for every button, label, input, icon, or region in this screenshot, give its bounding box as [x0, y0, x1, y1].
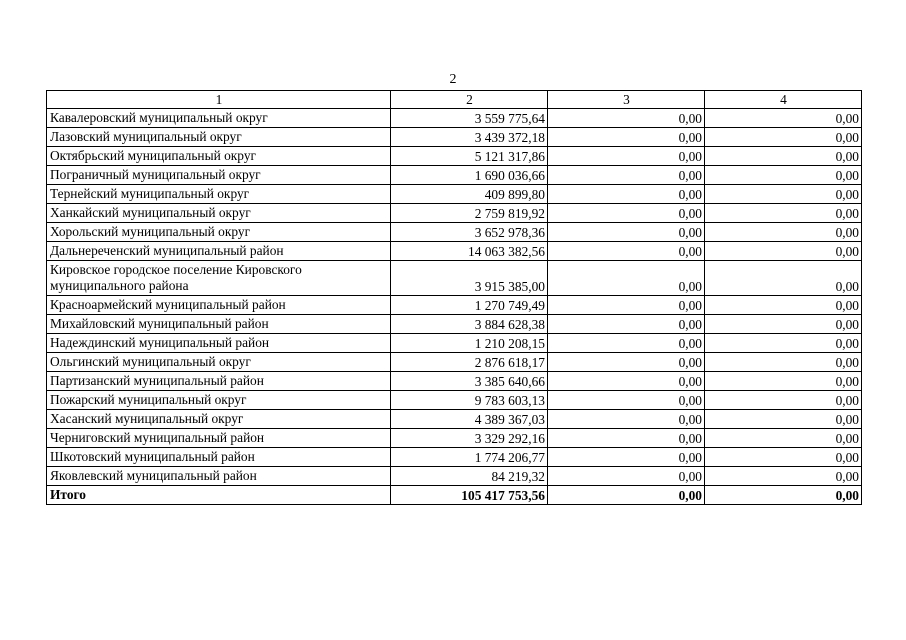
- row-value-col4: 0,00: [705, 147, 862, 166]
- row-value-col2: 3 884 628,38: [391, 315, 548, 334]
- table-body: [47, 109, 862, 505]
- row-value-col4: 0,00: [705, 242, 862, 261]
- row-value-col4: 0,00: [705, 166, 862, 185]
- row-value-col3: 0,00: [548, 296, 705, 315]
- row-value-col2: 409 899,80: [391, 185, 548, 204]
- row-name: Ханкайский муниципальный округ: [47, 204, 391, 223]
- table-row: [47, 372, 862, 391]
- total-value-col4: 0,00: [705, 486, 862, 505]
- row-value-col2: 1 210 208,15: [391, 334, 548, 353]
- row-value-col3: 0,00: [548, 410, 705, 429]
- row-value-col4: 0,00: [705, 185, 862, 204]
- row-value-col4: 0,00: [705, 128, 862, 147]
- table-row: [47, 448, 862, 467]
- row-value-col2: 84 219,32: [391, 467, 548, 486]
- row-value-col3: 0,00: [548, 372, 705, 391]
- row-value-col2: 9 783 603,13: [391, 391, 548, 410]
- row-name: Партизанский муниципальный район: [47, 372, 391, 391]
- row-value-col2: 3 439 372,18: [391, 128, 548, 147]
- row-name: Красноармейский муниципальный район: [47, 296, 391, 315]
- table-header: [47, 91, 862, 109]
- row-value-col4: 0,00: [705, 223, 862, 242]
- table-row: [47, 185, 862, 204]
- row-value-col3: 0,00: [548, 353, 705, 372]
- row-value-col3: 0,00: [548, 147, 705, 166]
- total-row: [47, 486, 862, 505]
- row-value-col2: 2 876 618,17: [391, 353, 548, 372]
- page-number: 2: [449, 72, 457, 87]
- row-value-col3: 0,00: [548, 448, 705, 467]
- row-value-col2: 2 759 819,92: [391, 204, 548, 223]
- row-value-col4: 0,00: [705, 410, 862, 429]
- row-name: Кавалеровский муниципальный округ: [47, 109, 391, 128]
- row-value-col4: 0,00: [705, 204, 862, 223]
- row-value-col4: 0,00: [705, 391, 862, 410]
- row-name: Кировское городское поселение Кировского муниципального района: [47, 261, 391, 296]
- row-value-col4: 0,00: [705, 372, 862, 391]
- row-value-col2: 3 652 978,36: [391, 223, 548, 242]
- table-row: [47, 315, 862, 334]
- row-value-col2: 4 389 367,03: [391, 410, 548, 429]
- header-row: [47, 91, 862, 109]
- row-name: Дальнереченский муниципальный район: [47, 242, 391, 261]
- row-name: Лазовский муниципальный округ: [47, 128, 391, 147]
- row-value-col3: 0,00: [548, 429, 705, 448]
- row-name: Пограничный муниципальный округ: [47, 166, 391, 185]
- row-value-col3: 0,00: [548, 467, 705, 486]
- row-value-col3: 0,00: [548, 315, 705, 334]
- row-name: Ольгинский муниципальный округ: [47, 353, 391, 372]
- row-value-col4: 0,00: [705, 334, 862, 353]
- row-value-col4: 0,00: [705, 315, 862, 334]
- table-row: [47, 223, 862, 242]
- row-name: Михайловский муниципальный район: [47, 315, 391, 334]
- row-value-col2: 1 690 036,66: [391, 166, 548, 185]
- table-row: [47, 261, 862, 296]
- column-header-4: 4: [705, 91, 862, 109]
- row-value-col3: 0,00: [548, 128, 705, 147]
- row-value-col2: 5 121 317,86: [391, 147, 548, 166]
- row-value-col3: 0,00: [548, 242, 705, 261]
- table-row: [47, 242, 862, 261]
- table-row: [47, 410, 862, 429]
- row-name: Шкотовский муниципальный район: [47, 448, 391, 467]
- row-value-col4: 0,00: [705, 429, 862, 448]
- total-label: Итого: [47, 486, 391, 505]
- column-header-2: 2: [391, 91, 548, 109]
- table-row: [47, 296, 862, 315]
- row-value-col3: 0,00: [548, 261, 705, 296]
- table-row: [47, 353, 862, 372]
- column-header-1: 1: [47, 91, 391, 109]
- row-value-col4: 0,00: [705, 296, 862, 315]
- row-value-col4: 0,00: [705, 353, 862, 372]
- row-value-col2: 3 329 292,16: [391, 429, 548, 448]
- row-value-col3: 0,00: [548, 185, 705, 204]
- row-name: Яковлевский муниципальный район: [47, 467, 391, 486]
- total-value-col3: 0,00: [548, 486, 705, 505]
- row-value-col4: 0,00: [705, 448, 862, 467]
- row-value-col2: 1 270 749,49: [391, 296, 548, 315]
- row-name: Хорольский муниципальный округ: [47, 223, 391, 242]
- table-row: [47, 109, 862, 128]
- row-value-col2: 3 915 385,00: [391, 261, 548, 296]
- row-value-col2: 14 063 382,56: [391, 242, 548, 261]
- row-value-col4: 0,00: [705, 467, 862, 486]
- table-row: [47, 147, 862, 166]
- table-row: [47, 204, 862, 223]
- row-name: Черниговский муниципальный район: [47, 429, 391, 448]
- table-row: [47, 166, 862, 185]
- row-value-col3: 0,00: [548, 109, 705, 128]
- row-value-col3: 0,00: [548, 334, 705, 353]
- row-value-col2: 1 774 206,77: [391, 448, 548, 467]
- row-value-col4: 0,00: [705, 261, 862, 296]
- table-row: [47, 391, 862, 410]
- table-row: [47, 429, 862, 448]
- row-value-col3: 0,00: [548, 223, 705, 242]
- table-row: [47, 334, 862, 353]
- total-value-col2: 105 417 753,56: [391, 486, 548, 505]
- column-header-3: 3: [548, 91, 705, 109]
- row-name: Надеждинский муниципальный район: [47, 334, 391, 353]
- row-value-col2: 3 559 775,64: [391, 109, 548, 128]
- allocation-table: [46, 90, 862, 505]
- row-value-col3: 0,00: [548, 204, 705, 223]
- row-value-col3: 0,00: [548, 391, 705, 410]
- row-name: Тернейский муниципальный округ: [47, 185, 391, 204]
- table-row: [47, 467, 862, 486]
- row-value-col3: 0,00: [548, 166, 705, 185]
- row-name: Октябрьский муниципальный округ: [47, 147, 391, 166]
- row-name: Хасанский муниципальный округ: [47, 410, 391, 429]
- row-name: Пожарский муниципальный округ: [47, 391, 391, 410]
- row-value-col4: 0,00: [705, 109, 862, 128]
- table-row: [47, 128, 862, 147]
- row-value-col2: 3 385 640,66: [391, 372, 548, 391]
